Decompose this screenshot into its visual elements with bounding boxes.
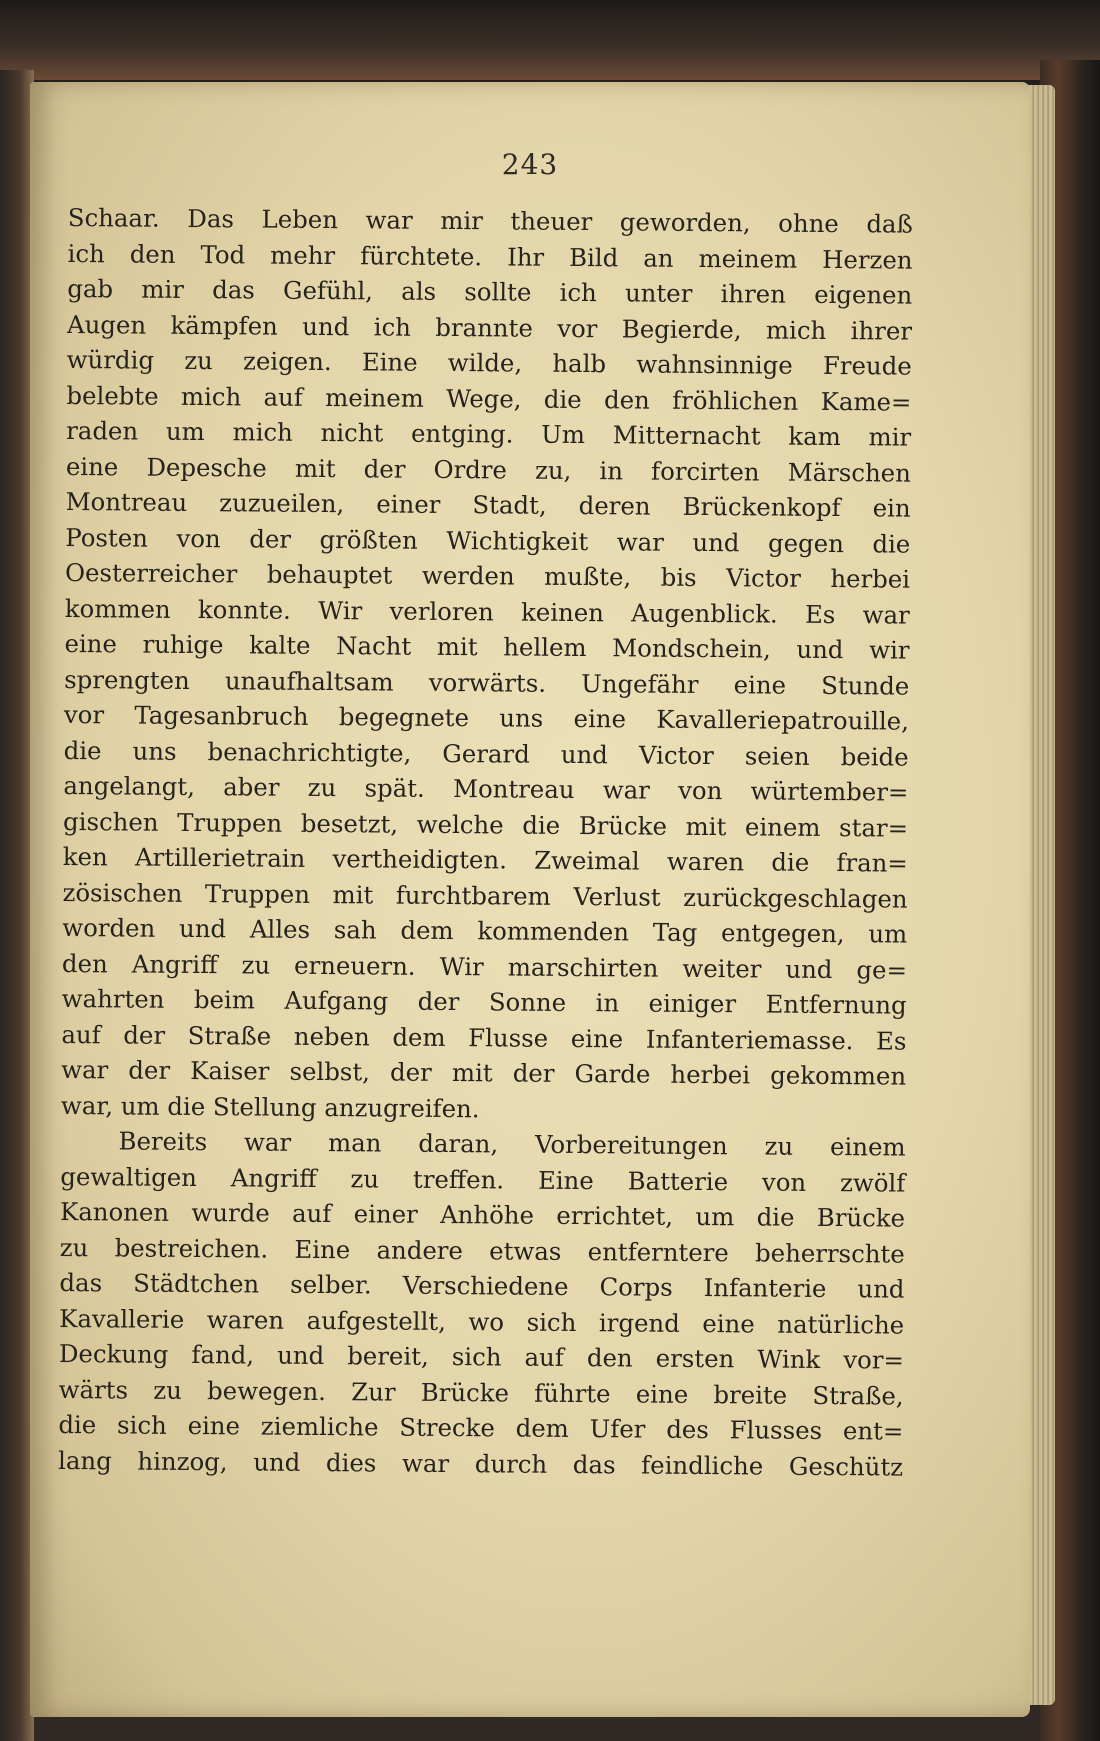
book-cover-top-edge (0, 0, 1100, 80)
text-line: Oesterreicher behauptet werden mußte, bis Victor herbei (64, 557, 911, 594)
paragraph-end-line: war, um die Stellung anzugreifen. (60, 1090, 480, 1123)
text-line: würdig zu zeigen. Eine wilde, halb wahnsinnige Freude (66, 344, 912, 381)
text-line: vor Tagesanbruch begegnete uns eine Kavalleriepatrouille, (63, 699, 910, 736)
text-line: lang hinzog, und dies war durch das feindliche Geschütz (57, 1445, 904, 1482)
text-line: gischen Truppen besetzt, welche die Brücke mit einem star= (63, 806, 909, 843)
text-line: kommen konnte. Wir verloren keinen Augenblick. Es war (64, 593, 910, 630)
text-line: gewaltigen Angriff zu treffen. Eine Batterie von zwölf (60, 1161, 906, 1198)
text-line: den Angriff zu erneuern. Wir marschirten weiter und ge= (61, 948, 908, 985)
page-body-text (58, 200, 913, 1485)
text-line: war der Kaiser selbst, der mit der Garde herbei gekommen (61, 1054, 907, 1091)
text-line: das Städtchen selber. Verschiedene Corps Infanterie und (59, 1267, 905, 1304)
paragraph-start-line: Bereits war man daran, Vorbereitungen zu einem (118, 1126, 906, 1162)
text-line: die uns benachrichtigte, Gerard und Victor seien beide (63, 735, 909, 772)
text-line: raden um mich nicht entging. Um Mitternacht kam mir (66, 415, 912, 452)
text-line: Deckung fand, und bereit, sich auf den ersten Wink vor= (58, 1338, 905, 1375)
text-line: wärts zu bewegen. Zur Brücke führte eine breite Straße, (58, 1374, 904, 1411)
text-line: ken Artillerietrain vertheidigten. Zweimal waren die fran= (62, 841, 908, 878)
book-cover-left-edge (0, 70, 34, 1741)
text-line: angelangt, aber zu spät. Montreau war von würtember= (63, 770, 909, 807)
text-line: zösischen Truppen mit furchtbarem Verlust zurückgeschlagen (62, 877, 908, 914)
text-line: ich den Tod mehr fürchtete. Ihr Bild an meinem Herzen (67, 238, 913, 275)
book-page (30, 82, 1030, 1717)
text-line: zu bestreichen. Eine andere etwas entferntere beherrschte (59, 1232, 905, 1269)
text-line: Kavallerie waren aufgestellt, wo sich irgend eine natürliche (59, 1303, 905, 1340)
text-line: belebte mich auf meinem Wege, die den fröhlichen Kame= (66, 380, 912, 417)
text-line: wahrten beim Aufgang der Sonne in einiger Entfernung (61, 983, 907, 1020)
text-line: auf der Straße neben dem Flusse eine Infanteriemasse. Es (61, 1019, 907, 1056)
text-line: eine ruhige kalte Nacht mit hellem Mondschein, und wir (64, 628, 910, 665)
text-line: Augen kämpfen und ich brannte vor Begierde, mich ihrer (66, 309, 913, 346)
text-line: Posten von der größten Wichtigkeit war und gegen die (65, 522, 911, 559)
page-number: 243 (501, 148, 559, 181)
text-line: Schaar. Das Leben war mir theuer geworden, ohne daß (67, 202, 913, 239)
text-line: Montreau zuzueilen, einer Stadt, deren Brückenkopf ein (65, 486, 911, 523)
text-line: die sich eine ziemliche Strecke dem Ufer des Flusses ent= (58, 1409, 904, 1446)
text-line: worden und Alles sah dem kommenden Tag entgegen, um (62, 912, 908, 949)
text-line: gab mir das Gefühl, als sollte ich unter ihren eigenen (67, 273, 913, 310)
text-line: sprengten unaufhaltsam vorwärts. Ungefähr eine Stunde (64, 664, 910, 701)
text-line: eine Depesche mit der Ordre zu, in forcirten Märschen (65, 451, 911, 488)
text-line: Kanonen wurde auf einer Anhöhe errichtet, um die Brücke (59, 1196, 906, 1233)
